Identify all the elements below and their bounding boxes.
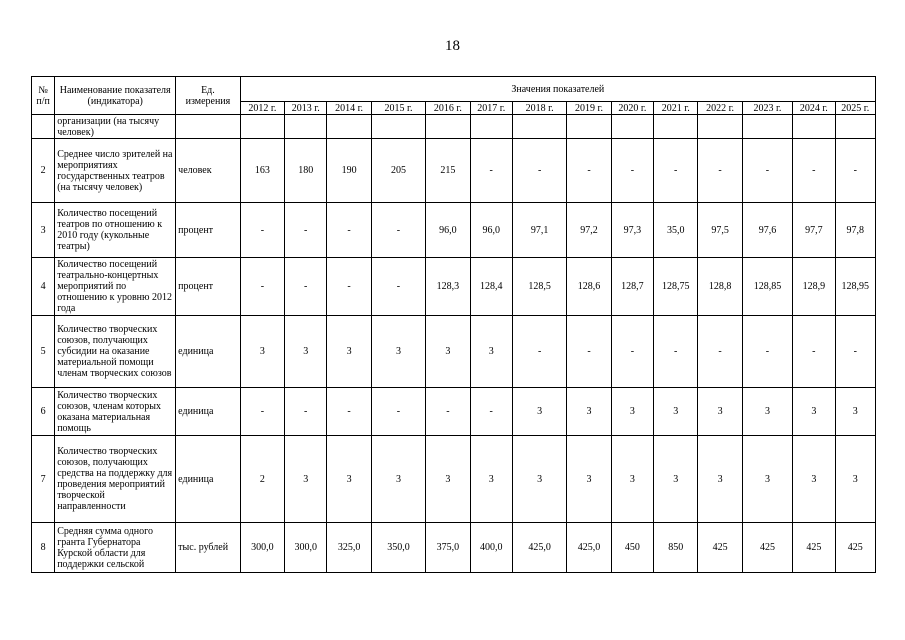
value-cell: - (793, 316, 835, 388)
value-cell: 163 (240, 139, 284, 203)
value-cell: 97,6 (742, 203, 792, 258)
indicator-name: Количество творческих союзов, получающих субсидии на оказание материальной помощи членам творческих союзов (55, 316, 176, 388)
year-header: 2014 г. (327, 102, 371, 115)
value-cell: - (835, 316, 876, 388)
indicator-name: организации (на тысячу человек) (55, 115, 176, 139)
value-cell: - (371, 258, 425, 316)
value-cell: 3 (611, 436, 653, 523)
value-cell: 350,0 (371, 523, 425, 573)
row-number: 4 (32, 258, 55, 316)
header-indicator-name: Наименование показателя (индикатора) (55, 77, 176, 115)
row-number (32, 115, 55, 139)
table-row (32, 203, 876, 258)
value-cell: 450 (611, 523, 653, 573)
value-cell: 3 (426, 436, 470, 523)
value-cell: 425 (698, 523, 742, 573)
value-cell: 3 (327, 436, 371, 523)
year-header: 2023 г. (742, 102, 792, 115)
value-cell: 97,5 (698, 203, 742, 258)
row-number: 6 (32, 388, 55, 436)
value-cell (611, 115, 653, 139)
value-cell: 425 (793, 523, 835, 573)
year-header: 2024 г. (793, 102, 835, 115)
indicators-table (31, 76, 876, 573)
value-cell: 128,4 (470, 258, 512, 316)
unit-cell: единица (176, 316, 241, 388)
year-header: 2025 г. (835, 102, 876, 115)
value-cell: - (285, 203, 327, 258)
value-cell: 3 (654, 436, 698, 523)
value-cell: - (285, 388, 327, 436)
value-cell: - (654, 316, 698, 388)
value-cell: 96,0 (470, 203, 512, 258)
value-cell: 128,3 (426, 258, 470, 316)
indicator-name: Количество творческих союзов, получающих средства на поддержку для проведения мероприятий творческой направленности (55, 436, 176, 523)
row-number: 7 (32, 436, 55, 523)
value-cell (426, 115, 470, 139)
value-cell: 3 (426, 316, 470, 388)
value-cell: - (240, 258, 284, 316)
unit-cell: человек (176, 139, 241, 203)
header-unit: Ед. измерения (176, 77, 241, 115)
value-cell (654, 115, 698, 139)
header-values: Значения показателей (240, 77, 875, 102)
unit-cell: единица (176, 388, 241, 436)
value-cell: - (470, 388, 512, 436)
value-cell: 97,1 (512, 203, 566, 258)
value-cell: 128,85 (742, 258, 792, 316)
value-cell: 97,2 (567, 203, 611, 258)
table-row (32, 523, 876, 573)
value-cell: - (240, 388, 284, 436)
value-cell (512, 115, 566, 139)
table-row (32, 388, 876, 436)
value-cell: 128,7 (611, 258, 653, 316)
year-header: 2020 г. (611, 102, 653, 115)
value-cell (470, 115, 512, 139)
indicator-name: Средняя сумма одного гранта Губернатора Курской области для поддержки сельской (55, 523, 176, 573)
table-row (32, 115, 876, 139)
year-header: 2016 г. (426, 102, 470, 115)
value-cell: 400,0 (470, 523, 512, 573)
year-header: 2013 г. (285, 102, 327, 115)
value-cell: 3 (470, 316, 512, 388)
value-cell: - (371, 203, 425, 258)
value-cell: - (240, 203, 284, 258)
value-cell: 3 (240, 316, 284, 388)
value-cell: 300,0 (285, 523, 327, 573)
value-cell: 425 (835, 523, 876, 573)
value-cell: 3 (611, 388, 653, 436)
value-cell: 3 (793, 436, 835, 523)
value-cell: 375,0 (426, 523, 470, 573)
value-cell: 128,6 (567, 258, 611, 316)
value-cell: - (512, 316, 566, 388)
value-cell: - (426, 388, 470, 436)
value-cell: - (793, 139, 835, 203)
value-cell (371, 115, 425, 139)
row-number: 2 (32, 139, 55, 203)
indicator-name: Количество посещений театрально-концертных мероприятий по отношению к уровню 2012 года (55, 258, 176, 316)
value-cell: 180 (285, 139, 327, 203)
value-cell: 3 (654, 388, 698, 436)
indicator-name: Количество творческих союзов, членам которых оказана материальная помощь (55, 388, 176, 436)
value-cell: 2 (240, 436, 284, 523)
table-row (32, 316, 876, 388)
value-cell (567, 115, 611, 139)
value-cell: 425 (742, 523, 792, 573)
value-cell: - (742, 139, 792, 203)
value-cell: 128,9 (793, 258, 835, 316)
table-row (32, 258, 876, 316)
year-header: 2022 г. (698, 102, 742, 115)
value-cell: - (470, 139, 512, 203)
value-cell: - (327, 388, 371, 436)
value-cell: - (611, 139, 653, 203)
value-cell (742, 115, 792, 139)
value-cell: 35,0 (654, 203, 698, 258)
unit-cell: процент (176, 203, 241, 258)
value-cell: - (835, 139, 876, 203)
value-cell: 3 (371, 316, 425, 388)
value-cell (698, 115, 742, 139)
value-cell: 3 (327, 316, 371, 388)
value-cell (793, 115, 835, 139)
value-cell: 205 (371, 139, 425, 203)
value-cell: 3 (835, 388, 876, 436)
value-cell: 190 (327, 139, 371, 203)
value-cell: - (698, 316, 742, 388)
value-cell: 128,95 (835, 258, 876, 316)
value-cell: 3 (470, 436, 512, 523)
row-number: 3 (32, 203, 55, 258)
value-cell: - (327, 203, 371, 258)
value-cell (240, 115, 284, 139)
indicator-name: Среднее число зрителей на мероприятиях государственных театров (на тысячу человек) (55, 139, 176, 203)
value-cell: - (742, 316, 792, 388)
value-cell: - (371, 388, 425, 436)
value-cell: - (654, 139, 698, 203)
year-header: 2021 г. (654, 102, 698, 115)
value-cell: 3 (793, 388, 835, 436)
value-cell: 128,5 (512, 258, 566, 316)
unit-cell: тыс. рублей (176, 523, 241, 573)
value-cell: - (285, 258, 327, 316)
unit-cell (176, 115, 241, 139)
year-header: 2017 г. (470, 102, 512, 115)
value-cell: 97,7 (793, 203, 835, 258)
value-cell: 3 (742, 436, 792, 523)
year-header: 2015 г. (371, 102, 425, 115)
value-cell: - (327, 258, 371, 316)
table-row (32, 436, 876, 523)
value-cell: 3 (698, 436, 742, 523)
header-number: № п/п (32, 77, 55, 115)
value-cell: 215 (426, 139, 470, 203)
year-header: 2019 г. (567, 102, 611, 115)
value-cell: 3 (567, 388, 611, 436)
indicator-name: Количество посещений театров по отношению к 2010 году (кукольные театры) (55, 203, 176, 258)
value-cell: 128,75 (654, 258, 698, 316)
page-number: 18 (445, 38, 460, 54)
value-cell: 3 (285, 316, 327, 388)
value-cell: - (512, 139, 566, 203)
value-cell: 96,0 (426, 203, 470, 258)
value-cell: 3 (835, 436, 876, 523)
value-cell: 97,8 (835, 203, 876, 258)
table-row (32, 139, 876, 203)
value-cell: 3 (512, 436, 566, 523)
value-cell: 325,0 (327, 523, 371, 573)
value-cell: - (698, 139, 742, 203)
value-cell: 128,8 (698, 258, 742, 316)
header-row (32, 77, 876, 102)
value-cell: 425,0 (567, 523, 611, 573)
value-cell: - (611, 316, 653, 388)
unit-cell: процент (176, 258, 241, 316)
value-cell: 3 (567, 436, 611, 523)
value-cell: - (567, 316, 611, 388)
value-cell: 3 (742, 388, 792, 436)
value-cell: 300,0 (240, 523, 284, 573)
value-cell (285, 115, 327, 139)
value-cell: 3 (512, 388, 566, 436)
value-cell: 850 (654, 523, 698, 573)
unit-cell: единица (176, 436, 241, 523)
value-cell (327, 115, 371, 139)
year-header: 2018 г. (512, 102, 566, 115)
value-cell: - (567, 139, 611, 203)
row-number: 8 (32, 523, 55, 573)
value-cell (835, 115, 876, 139)
year-header: 2012 г. (240, 102, 284, 115)
value-cell: 3 (285, 436, 327, 523)
value-cell: 97,3 (611, 203, 653, 258)
value-cell: 3 (698, 388, 742, 436)
value-cell: 425,0 (512, 523, 566, 573)
row-number: 5 (32, 316, 55, 388)
value-cell: 3 (371, 436, 425, 523)
